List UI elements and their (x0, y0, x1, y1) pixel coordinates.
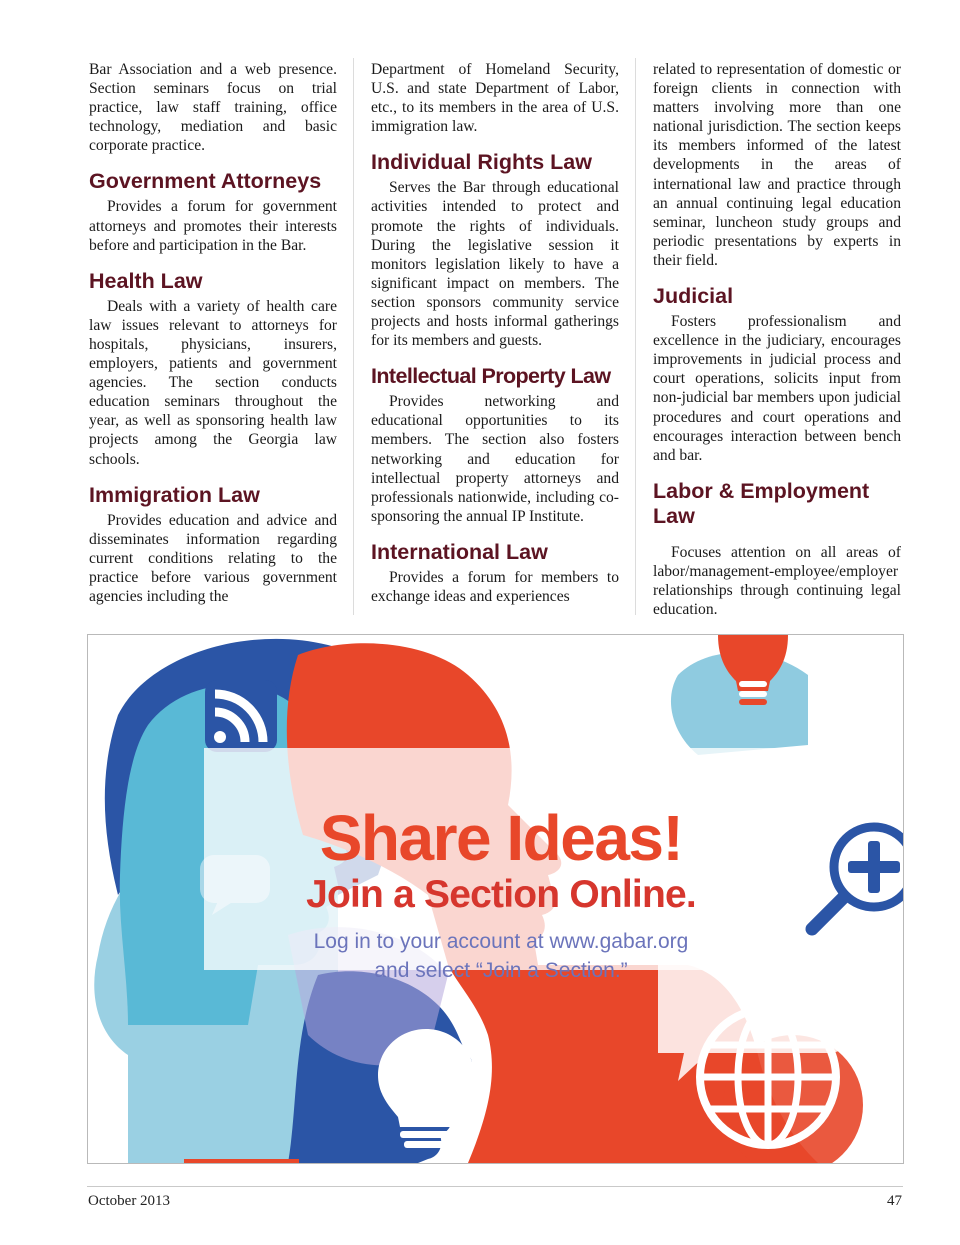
paragraph: Provides education and advice and disseminates information regarding current conditions relating to the practice before various government agencies including the (89, 511, 337, 605)
text-column-3 (653, 60, 901, 619)
ad-instruction-line: and select “Join a Section.” (374, 959, 628, 982)
section-heading-individual-rights-law: Individual Rights Law (371, 150, 592, 175)
join-section-advertisement (87, 634, 904, 1164)
magnifier-plus-icon (812, 827, 903, 929)
paragraph: Serves the Bar through educational activities intended to protect and promote the rights of individuals. During the legislative session it monitors legislation likely to have a significant impact on members. The section sponsors community service projects and hosts informal gatherings for its members and guests. (371, 179, 619, 350)
paragraph: Deals with a variety of health care law issues relevant to attorneys for hospitals, physicians, insurers, employers, patients and government agencies. The section conducts education seminars throughout the year, as well as sponsoring health law projects among the Georgia law schools. (89, 297, 337, 468)
paragraph: Provides networking and educational opportunities to its members. The section also fosters networking and education for intellectual property attorneys and professionals nationwide, including co-sponsoring the annual IP Institute. (371, 393, 619, 525)
section-heading-health-law: Health Law (89, 268, 203, 293)
column-divider (353, 58, 354, 615)
section-heading-judicial: Judicial (653, 284, 734, 309)
page-number: 47 (887, 1193, 902, 1209)
decorative-bar (184, 1159, 299, 1163)
column-divider (635, 58, 636, 615)
section-heading-intellectual-property-law: Intellectual Property Law (371, 364, 611, 389)
rss-feed-icon (205, 680, 277, 752)
paragraph: Focuses attention on all areas of labor/management-employee/employer relationships through continuing legal education. (653, 543, 901, 619)
text-column-1 (89, 60, 337, 606)
ad-headline: Share Ideas! (319, 802, 683, 874)
text-column-2 (371, 60, 619, 606)
paragraph: Fosters professionalism and excellence in the judiciary, encourages improvements in judicial process and court operations, solicits input from non-judicial bar members upon judicial procedures and court operations and encourages interaction between bench and bar. (653, 313, 901, 464)
ad-subheadline: Join a Section Online. (306, 873, 696, 916)
section-heading-international-law: International Law (371, 539, 548, 564)
globe-icon (700, 1009, 836, 1145)
paragraph: Department of Homeland Security, U.S. and state Department of Labor, etc., to its members in the area of U.S. immigration law. (371, 61, 619, 136)
section-heading-labor-employment-law: Labor & Employment Law (653, 478, 870, 528)
paragraph: related to representation of domestic or foreign clients in connection with matters involving more than one national jurisdiction. The section keeps its members informed of the latest developments in the areas of international law and practice through an annual continuing legal education seminar, luncheon study groups and periodic presentations by experts in their field. (653, 61, 901, 269)
paragraph: Provides a forum for members to exchange ideas and experiences (371, 568, 619, 605)
ad-instruction-line: Log in to your account at www.gabar.org (313, 930, 689, 953)
footer-divider (87, 1186, 903, 1187)
section-heading-government-attorneys: Government Attorneys (89, 169, 322, 194)
footer-date: October 2013 (88, 1193, 171, 1209)
paragraph: Bar Association and a web presence. Section seminars focus on trial practice, law staff training, office technology, mediation and basic corporate practice. (89, 61, 337, 155)
section-heading-immigration-law: Immigration Law (89, 482, 260, 507)
paragraph: Provides a forum for government attorneys and promotes their interests before and participation in the Bar. (89, 198, 337, 254)
